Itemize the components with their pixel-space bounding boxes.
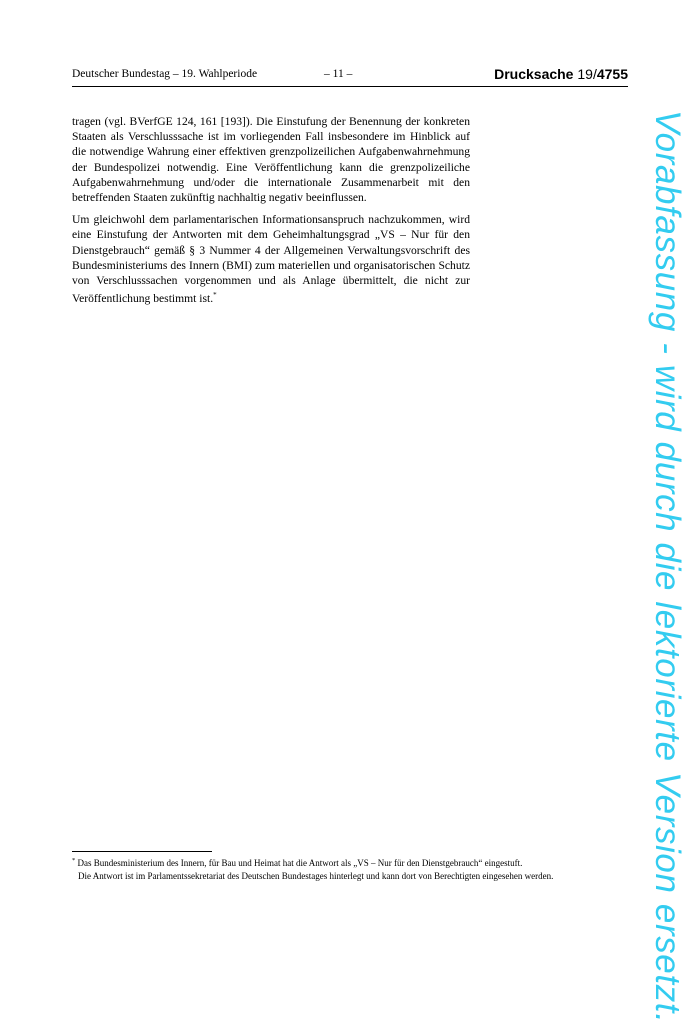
draft-watermark xyxy=(645,110,691,1023)
footnote-line-1 xyxy=(72,855,632,870)
paragraph-1 xyxy=(72,114,470,205)
paragraph-2 xyxy=(72,212,470,306)
main-text xyxy=(72,114,470,313)
footnote-rule xyxy=(72,851,212,852)
header-rule xyxy=(72,86,628,87)
page-header xyxy=(72,68,628,86)
paragraph-2-text: Um gleichwohl dem parlamentarischen Informationsanspruch nachzukommen, wird eine Einstufung der Antworten mit dem Geheimhaltungsgrad „VS – Nur für den Dienstgebrauch“ gemäß § 3 Nummer 4 der Allgemeinen Verwaltungsvorschrift des Bundesministeriums des Innern (BMI) zum materiellen und organisatorischen Schutz von Verschlusssachen vorgenommen und als Anlage übermittelt, die nicht zur Veröffentlichung bestimmt ist. xyxy=(72,213,470,306)
page-number: – 11 – xyxy=(324,68,353,80)
document-number-period: 19/ xyxy=(577,66,597,82)
header-publication: Deutscher Bundestag – 19. Wahlperiode xyxy=(72,68,258,80)
draft-watermark-text: Vorabfassung - wird durch die lektorierte Version ersetzt. xyxy=(648,110,687,1023)
footnote-mark: * xyxy=(72,857,76,864)
footnote-text-1: Das Bundesministerium des Innern, für Bau und Heimat hat die Antwort als „VS – Nur für den Dienstgebrauch“ eingestuft. xyxy=(77,858,523,868)
footnote xyxy=(72,855,632,882)
paragraph-1-text: tragen (vgl. BVerfGE 124, 161 [193]). Die Einstufung der Benennung der konkreten Staaten als Verschlusssache ist im vorliegenden Fall insbesondere im Hinblick auf die notwendige Wahrung einer effektiven grenzpolizeilichen Aufgabenwahrnehmung der Bundespolizei notwendig. Eine Veröffentlichung kann die grenzpolizeiliche Aufgabenwahrnehmung und/oder die internationale Zusammenarbeit mit den betreffenden Staaten zukünftig nachhaltig negativ beeinflussen. xyxy=(72,115,470,205)
footnote-line-2: Die Antwort ist im Parlamentssekretariat des Deutschen Bundestages hinterlegt und kann dort von Berechtigten eingesehen werden. xyxy=(78,870,554,881)
document-number-value: 4755 xyxy=(596,66,628,82)
footnote-reference: * xyxy=(213,291,217,300)
document-number xyxy=(494,66,628,82)
document-number-label: Drucksache xyxy=(494,66,574,82)
